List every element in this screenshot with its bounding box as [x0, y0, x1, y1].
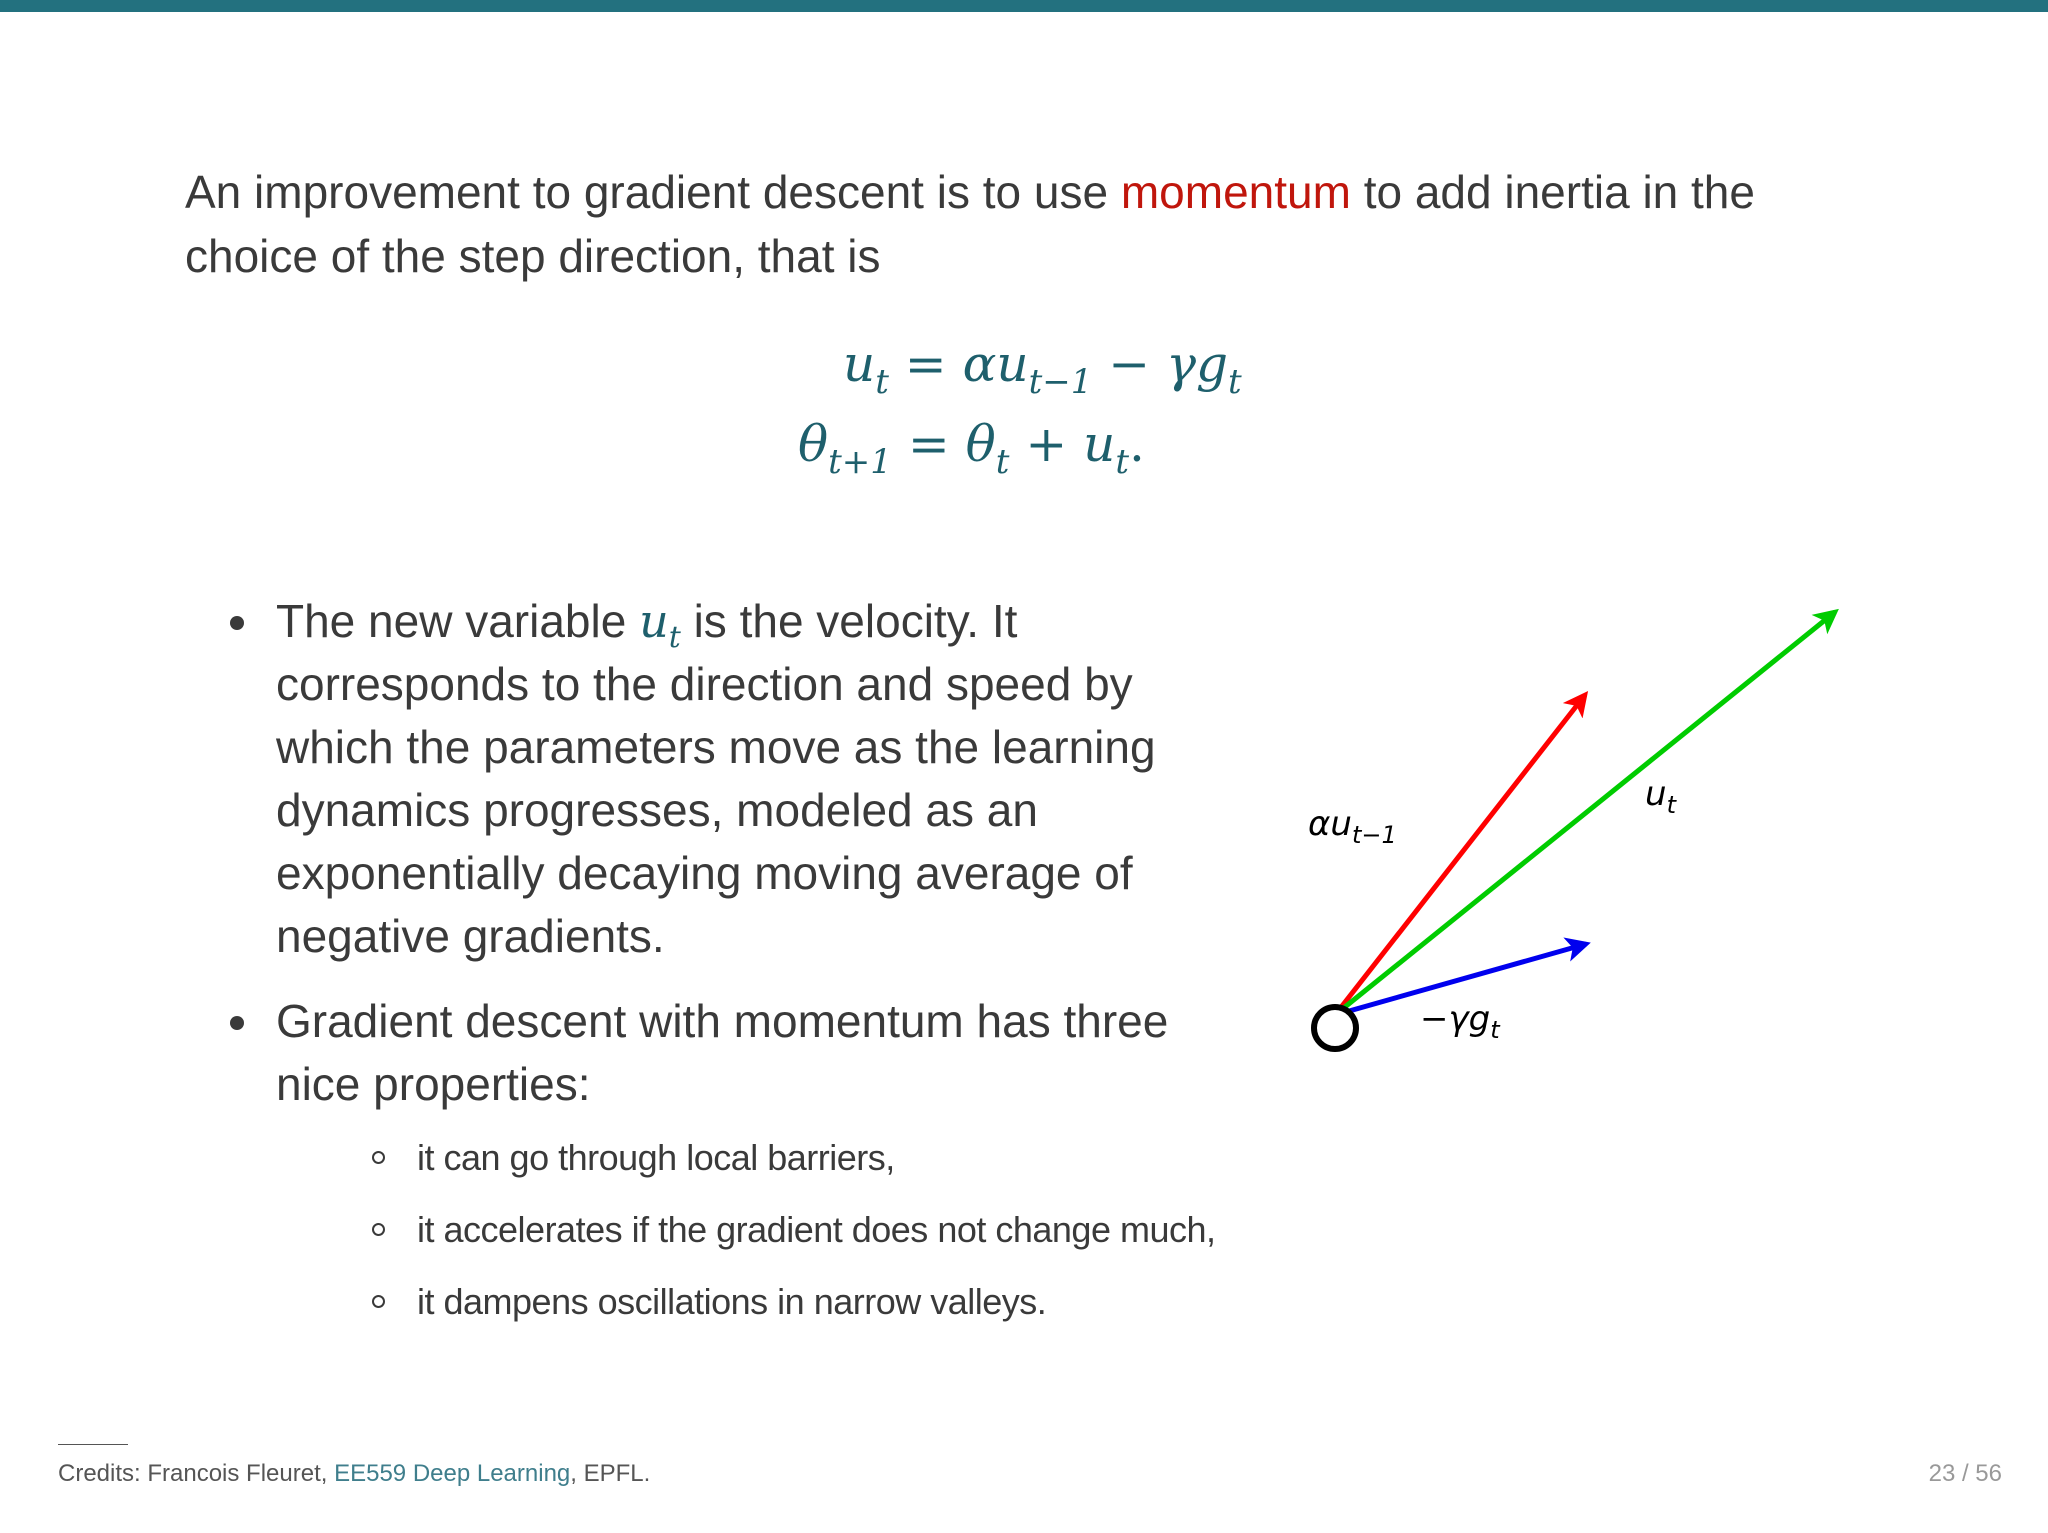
intro-text-before: An improvement to gradient descent is to use [185, 166, 1121, 218]
alpha-u-arrow [1335, 695, 1585, 1015]
property-item: it accelerates if the gradient does not change much, [372, 1208, 1230, 1252]
u-t-label-sub: t [1666, 791, 1676, 819]
properties-sublist [372, 1136, 1230, 1324]
u-t-arrow [1335, 612, 1835, 1015]
origin-point [1314, 1007, 1356, 1049]
gamma-g-label-sub: t [1490, 1016, 1500, 1044]
bullet-velocity [230, 590, 1230, 968]
u-t-label [1645, 774, 1678, 819]
credits-course-link[interactable]: EE559 Deep Learning [334, 1460, 571, 1487]
velocity-var-sub: t [668, 620, 681, 655]
eq2-theta-sub: t [995, 442, 1010, 482]
eq2-u: u [1083, 415, 1116, 473]
eq2-theta: θ [965, 415, 996, 473]
parameter-update-equation [798, 415, 1145, 482]
u-t-label-u: u [1645, 774, 1667, 814]
credits-prefix: Credits: Francois Fleuret, [58, 1460, 335, 1487]
eq1-alpha: α [962, 335, 997, 393]
bullet-properties [230, 990, 1230, 1324]
property-item: it can go through local barriers, [372, 1136, 1230, 1180]
top-bar [0, 0, 2048, 12]
gamma-g-label-main: −γg [1420, 999, 1491, 1039]
momentum-vector-diagram [1280, 590, 1880, 1090]
velocity-equation [843, 335, 1242, 402]
momentum-highlight: momentum [1120, 166, 1351, 218]
alpha-u-label-alpha: α [1308, 804, 1331, 844]
eq1-lhs-sub: t [875, 362, 889, 402]
momentum-equations [0, 320, 2048, 490]
eq2-end: . [1129, 415, 1145, 473]
eq1-rel: = [904, 335, 947, 393]
eq2-u-sub: t [1115, 442, 1129, 482]
eq2-plus: + [1025, 415, 1068, 473]
bullet-velocity-text-after: is the velocity. It corresponds to the direction and speed by which the parameters move as the learning dynamics progresses, modeled as an exponentially decaying moving average of negative gradients. [276, 595, 1156, 962]
gamma-g-label [1420, 999, 1501, 1044]
eq1-g: g [1195, 335, 1228, 393]
alpha-u-label-sub: t−1 [1351, 821, 1397, 849]
property-item: it dampens oscillations in narrow valleys. [372, 1280, 1230, 1324]
alpha-u-label [1308, 804, 1397, 849]
velocity-var [639, 594, 681, 655]
eq1-gamma: γ [1166, 335, 1196, 393]
bullet-properties-text: Gradient descent with momentum has three nice properties: [276, 995, 1169, 1110]
alpha-u-label-u: u [1330, 804, 1352, 844]
eq1-u: u [996, 335, 1029, 393]
bullet-list [230, 590, 1230, 1352]
eq1-g-sub: t [1227, 362, 1242, 402]
intro-paragraph [185, 160, 1885, 288]
eq1-minus: − [1108, 335, 1151, 393]
page-number: 23 / 56 [1928, 1460, 2002, 1487]
intro-text-after: to add inertia in the choice of the step direction, that is [185, 166, 1755, 282]
eq1-u-sub: t−1 [1028, 362, 1093, 402]
eq2-rel: = [907, 415, 950, 473]
bullet-velocity-text-before: The new variable [276, 595, 640, 647]
credits [58, 1460, 650, 1488]
eq1-lhs-var: u [843, 335, 876, 393]
eq2-lhs-var: θ [798, 415, 829, 473]
footer-rule [58, 1444, 128, 1445]
eq2-lhs-sub: t+1 [828, 442, 892, 482]
credits-suffix: , EPFL. [570, 1460, 651, 1487]
velocity-var-letter: u [639, 594, 669, 648]
